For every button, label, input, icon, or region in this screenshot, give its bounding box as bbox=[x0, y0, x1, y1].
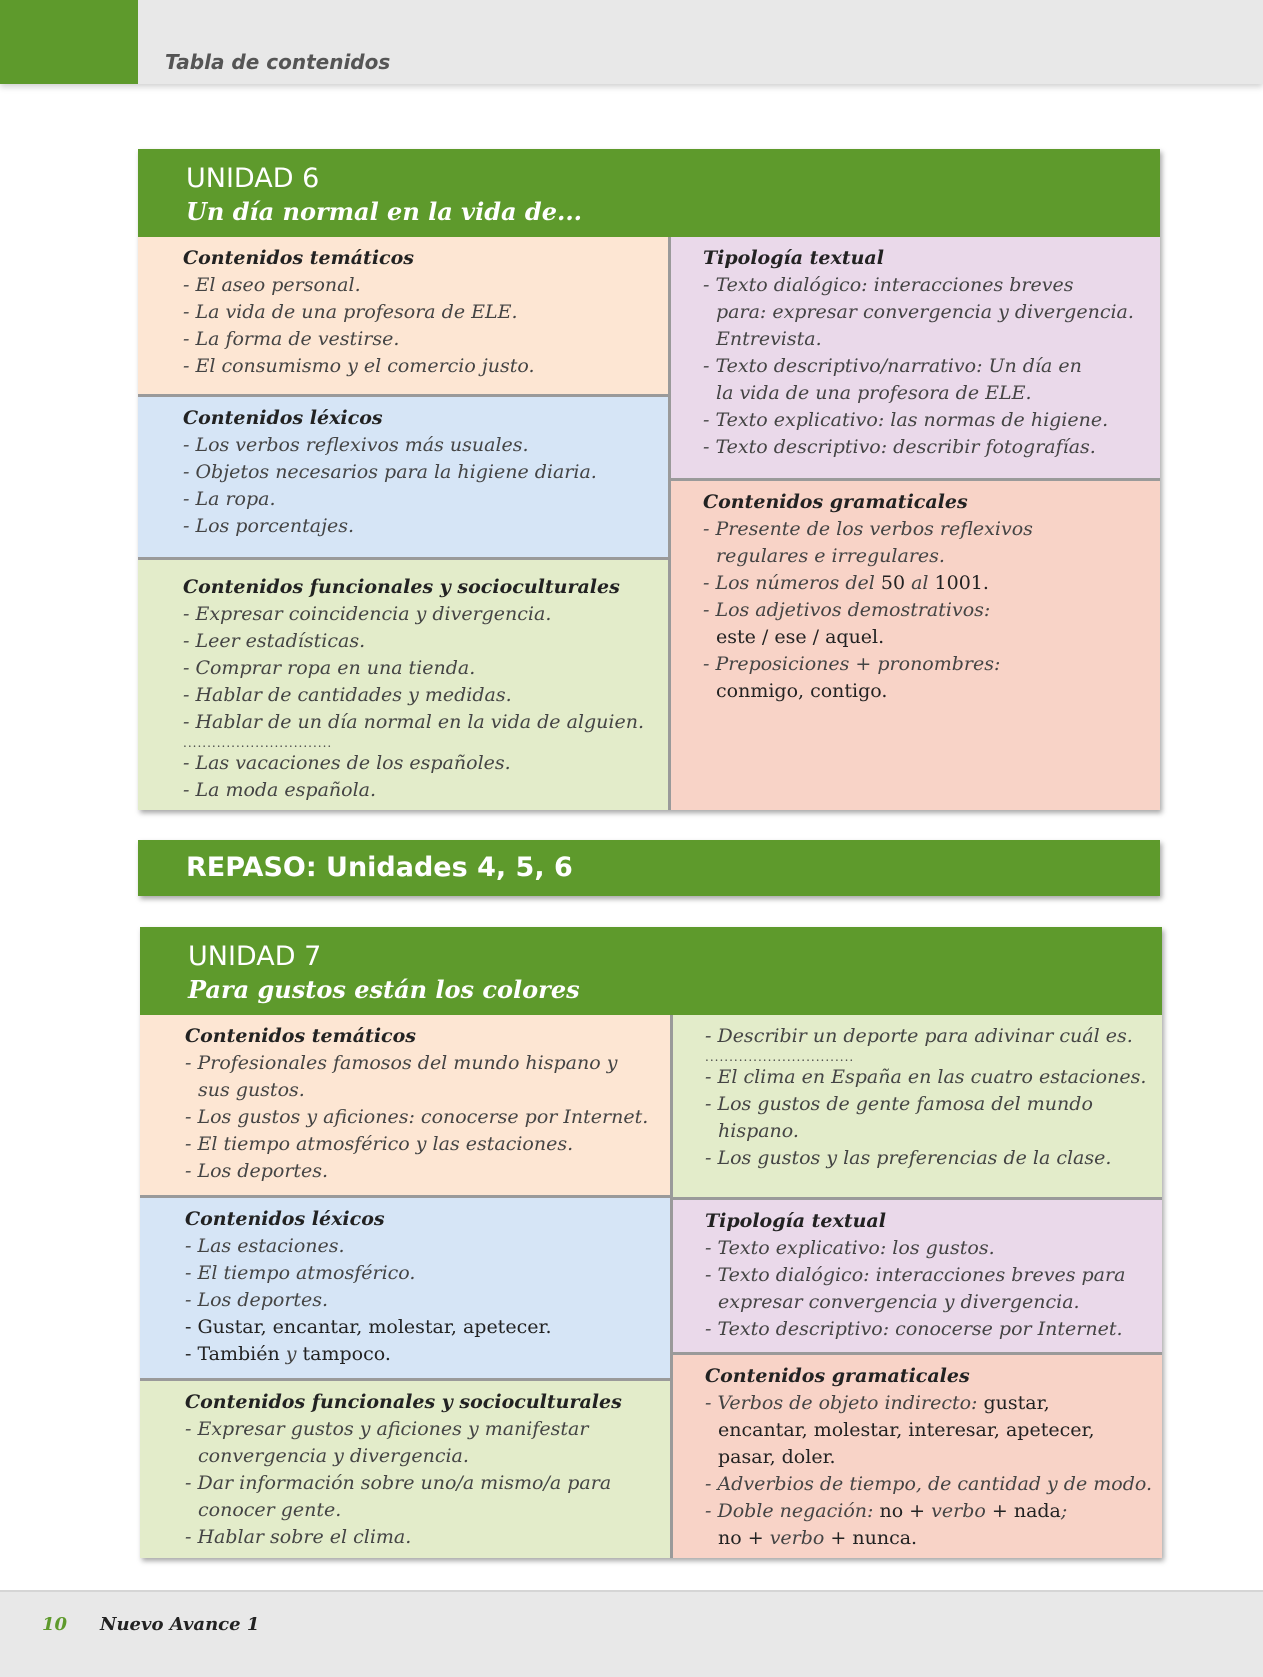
list-item-cont bbox=[703, 678, 1140, 705]
header-accent bbox=[0, 0, 138, 84]
list-item-cont: regulares e irregulares. bbox=[716, 545, 945, 567]
list-item: - Comprar ropa en una tienda. bbox=[183, 657, 476, 679]
list-item: - Las vacaciones de los españoles. bbox=[183, 752, 511, 774]
list-item: - Describir un deporte para adivinar cuál es. bbox=[705, 1025, 1133, 1047]
text-span: este / ese / aquel. bbox=[716, 626, 885, 648]
list-item: - Texto explicativo: los gustos. bbox=[705, 1237, 995, 1259]
contenidos-tematicos bbox=[138, 237, 668, 394]
box-title: Tipología textual bbox=[703, 247, 884, 269]
list-item-cont: la vida de una profesora de ELE. bbox=[716, 382, 1032, 404]
contenidos-funcionales-continued bbox=[673, 1015, 1162, 1197]
text-span: - Doble negación: bbox=[705, 1500, 880, 1522]
right-column bbox=[668, 237, 1160, 810]
list-item: - El aseo personal. bbox=[183, 274, 361, 296]
list-item: - Los deportes. bbox=[185, 1289, 329, 1311]
unit-number: UNIDAD 6 bbox=[186, 163, 320, 194]
list-item: - La vida de una profesora de ELE. bbox=[183, 301, 518, 323]
unit-7-card bbox=[140, 927, 1162, 1558]
list-item: - La ropa. bbox=[183, 488, 276, 510]
text-span: ; bbox=[1060, 1500, 1068, 1522]
text-span: verbo bbox=[769, 1527, 825, 1549]
list-item: - Dar información sobre uno/a mismo/a para bbox=[185, 1472, 612, 1494]
text-span: y bbox=[285, 1343, 297, 1365]
list-item: - Texto descriptivo/narrativo: Un día en bbox=[703, 355, 1082, 377]
page-header-bar bbox=[0, 0, 1263, 84]
list-item: - Los adjetivos demostrativos: bbox=[703, 599, 991, 621]
list-item: - Adverbios de tiempo, de cantidad y de modo. bbox=[705, 1473, 1153, 1495]
list-item: - Texto descriptivo: describir fotografías. bbox=[703, 436, 1096, 458]
text-span: - Gustar, encantar, molestar, apetecer. bbox=[185, 1316, 552, 1338]
text-span: tampoco. bbox=[296, 1343, 391, 1365]
list-item bbox=[705, 1498, 1142, 1525]
list-item-cont: sus gustos. bbox=[198, 1079, 305, 1101]
contenidos-tematicos bbox=[140, 1015, 670, 1195]
dotted-separator: ............................... bbox=[183, 736, 333, 750]
list-item: - Presente de los verbos reflexivos bbox=[703, 518, 1033, 540]
box-title: Contenidos funcionales y socioculturales bbox=[183, 576, 620, 598]
box-title: Tipología textual bbox=[705, 1210, 886, 1232]
list-item: - Hablar de cantidades y medidas. bbox=[183, 684, 512, 706]
text-span: gustar, bbox=[983, 1392, 1050, 1414]
contenidos-funcionales bbox=[138, 557, 668, 810]
text-span: no + bbox=[879, 1500, 932, 1522]
list-item: - Expresar coincidencia y divergencia. bbox=[183, 603, 552, 625]
page-footer bbox=[0, 1590, 1263, 1677]
unit-subtitle: Para gustos están los colores bbox=[188, 975, 580, 1004]
list-item: - Las estaciones. bbox=[185, 1235, 345, 1257]
box-title: Contenidos gramaticales bbox=[703, 491, 968, 513]
list-item bbox=[705, 1390, 1142, 1417]
unit-6-card bbox=[138, 149, 1160, 810]
list-item: - El tiempo atmosférico y las estaciones. bbox=[185, 1133, 574, 1155]
list-item: - Preposiciones + pronombres: bbox=[703, 653, 1001, 675]
list-item-cont: Entrevista. bbox=[716, 328, 822, 350]
text-span: - Los números del bbox=[703, 572, 881, 594]
list-item-cont: convergencia y divergencia. bbox=[198, 1445, 469, 1467]
list-item: - El consumismo y el comercio justo. bbox=[183, 355, 535, 377]
list-item: - Leer estadísticas. bbox=[183, 630, 366, 652]
list-item-cont: hispano. bbox=[718, 1120, 799, 1142]
text-span: + nada bbox=[985, 1500, 1061, 1522]
list-item-cont bbox=[705, 1417, 1142, 1444]
list-item bbox=[703, 570, 1140, 597]
unit-number: UNIDAD 7 bbox=[188, 941, 322, 972]
list-item: - Objetos necesarios para la higiene diaria. bbox=[183, 461, 597, 483]
text-span: no + bbox=[718, 1527, 770, 1549]
list-item: - El tiempo atmosférico. bbox=[185, 1262, 416, 1284]
list-item: - La moda española. bbox=[183, 779, 377, 801]
box-title: Contenidos léxicos bbox=[185, 1208, 385, 1230]
list-item: - Hablar sobre el clima. bbox=[185, 1526, 412, 1548]
box-title: Contenidos temáticos bbox=[185, 1025, 416, 1047]
list-item-cont: para: expresar convergencia y divergencia. bbox=[716, 301, 1134, 323]
contenidos-lexicos bbox=[140, 1195, 670, 1378]
box-title: Contenidos léxicos bbox=[183, 407, 383, 429]
list-item bbox=[185, 1314, 650, 1341]
text-span: 1001. bbox=[934, 572, 989, 594]
text-span: conmigo, contigo. bbox=[716, 680, 888, 702]
list-item: - Texto explicativo: las normas de higiene. bbox=[703, 409, 1109, 431]
text-span: 50 bbox=[880, 572, 906, 594]
contenidos-lexicos bbox=[138, 394, 668, 557]
section-title: Tabla de contenidos bbox=[165, 50, 391, 74]
list-item-cont: expresar convergencia y divergencia. bbox=[718, 1291, 1080, 1313]
contenidos-funcionales bbox=[140, 1378, 670, 1558]
book-title: Nuevo Avance 1 bbox=[100, 1614, 260, 1635]
dotted-separator: ............................... bbox=[705, 1050, 855, 1064]
contenidos-gramaticales bbox=[673, 1352, 1162, 1558]
list-item: - Expresar gustos y aficiones y manifestar bbox=[185, 1418, 589, 1440]
list-item: - Texto dialógico: interacciones breves bbox=[703, 274, 1074, 296]
left-column bbox=[140, 1015, 670, 1558]
text-span: encantar, molestar, interesar, apetecer, bbox=[718, 1419, 1095, 1441]
left-column bbox=[138, 237, 668, 810]
list-item: - Hablar de un día normal en la vida de alguien. bbox=[183, 711, 644, 733]
list-item-cont bbox=[705, 1444, 1142, 1471]
list-item: - Profesionales famosos del mundo hispano y bbox=[185, 1052, 618, 1074]
list-item: - Los gustos de gente famosa del mundo bbox=[705, 1093, 1093, 1115]
list-item: - El clima en España en las cuatro estaciones. bbox=[705, 1066, 1147, 1088]
unit-subtitle: Un día normal en la vida de... bbox=[186, 197, 583, 226]
list-item-cont: conocer gente. bbox=[198, 1499, 342, 1521]
contenidos-gramaticales bbox=[671, 478, 1160, 810]
box-title: Contenidos funcionales y socioculturales bbox=[185, 1391, 622, 1413]
tipologia-textual bbox=[673, 1197, 1162, 1352]
list-item: - Los porcentajes. bbox=[183, 515, 354, 537]
unit-6-header bbox=[138, 149, 1160, 237]
box-title: Contenidos temáticos bbox=[183, 247, 414, 269]
text-span: - También bbox=[185, 1343, 286, 1365]
text-span: - Verbos de objeto indirecto: bbox=[705, 1392, 984, 1414]
list-item-cont bbox=[705, 1525, 1142, 1552]
unit-7-header bbox=[140, 927, 1162, 1015]
text-span: al bbox=[905, 572, 935, 594]
box-title: Contenidos gramaticales bbox=[705, 1365, 970, 1387]
list-item: - Los gustos y las preferencias de la clase. bbox=[705, 1147, 1112, 1169]
text-span: pasar, doler. bbox=[718, 1446, 836, 1468]
list-item: - Los gustos y aficiones: conocerse por Internet. bbox=[185, 1106, 649, 1128]
list-item: - La forma de vestirse. bbox=[183, 328, 400, 350]
list-item: - Los verbos reflexivos más usuales. bbox=[183, 434, 529, 456]
tipologia-textual bbox=[671, 237, 1160, 478]
list-item bbox=[185, 1341, 650, 1368]
page-number: 10 bbox=[42, 1614, 68, 1635]
text-span: + nunca. bbox=[824, 1527, 918, 1549]
right-column bbox=[670, 1015, 1162, 1558]
list-item: - Los deportes. bbox=[185, 1160, 329, 1182]
list-item-cont bbox=[703, 624, 1140, 651]
repaso-banner: REPASO: Unidades 4, 5, 6 bbox=[138, 840, 1160, 896]
list-item: - Texto dialógico: interacciones breves para bbox=[705, 1264, 1126, 1286]
text-span: verbo bbox=[931, 1500, 986, 1522]
list-item: - Texto descriptivo: conocerse por Internet. bbox=[705, 1318, 1123, 1340]
